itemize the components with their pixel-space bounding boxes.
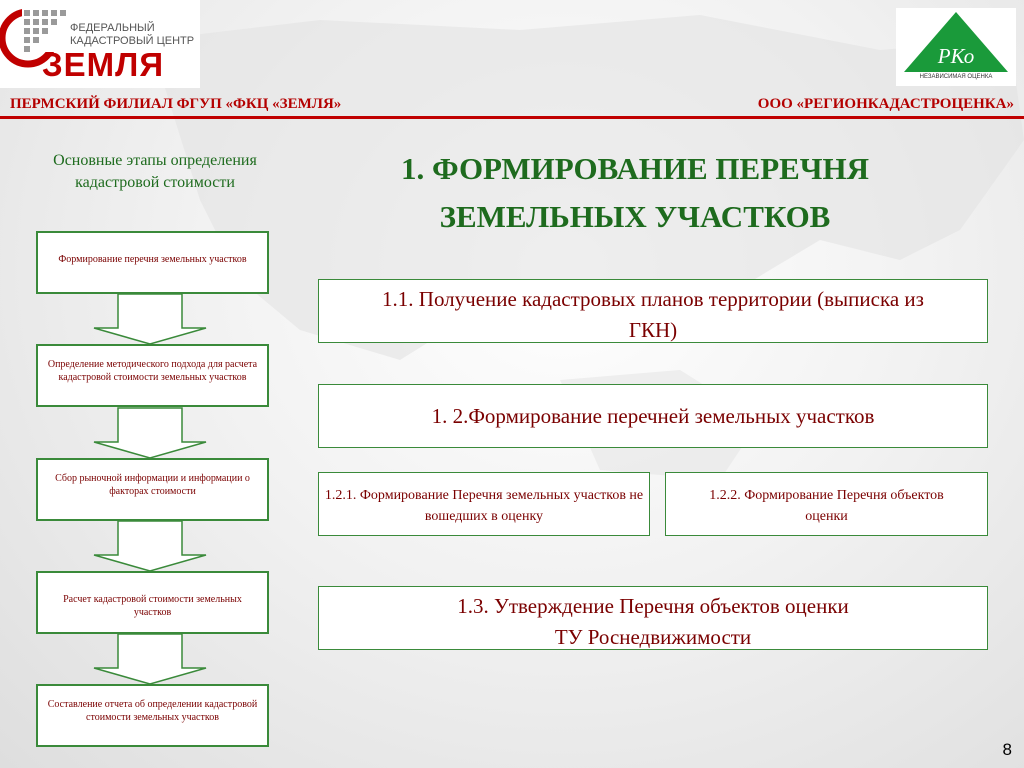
detail-box-1-2: 1. 2.Формирование перечней земельных участков <box>318 384 988 448</box>
detail-box-1-2-1: 1.2.1. Формирование Перечня земельных участков не вошедших в оценку <box>318 472 650 536</box>
page-number: 8 <box>1002 740 1012 759</box>
arrow-2 <box>94 408 206 458</box>
step-box-5: Составление отчета об определении кадастровой стоимости земельных участков <box>36 684 269 747</box>
arrow-1 <box>94 294 206 344</box>
detail-box-1-1: 1.1. Получение кадастровых планов территории (выписка из ГКН) <box>318 279 988 343</box>
arrow-3 <box>94 521 206 571</box>
detail-box-1-3 <box>318 586 988 650</box>
detail-1-3-line-1: 1.3. Утверждение Перечня объектов оценки <box>457 594 849 618</box>
left-title: Основные этапы определения кадастровой стоимости <box>53 152 257 191</box>
step-box-1: Формирование перечня земельных участков <box>36 231 269 294</box>
step-box-4: Расчет кадастровой стоимости земельных участков <box>36 571 269 634</box>
detail-1-3-line-2: ТУ Роснедвижимости <box>554 625 752 649</box>
logo-monogram: РКо <box>937 44 975 68</box>
detail-box-1-2-2: 1.2.2. Формирование Перечня объектов оценки <box>665 472 988 536</box>
logo-caption: НЕЗАВИСИМАЯ ОЦЕНКА <box>919 74 993 80</box>
main-title: 1. ФОРМИРОВАНИЕ ПЕРЕЧНЯ ЗЕМЕЛЬНЫХ УЧАСТКОВ <box>400 151 870 234</box>
logo-line-2: КАДАСТРОВЫЙ ЦЕНТР <box>70 35 195 47</box>
arrow-4 <box>94 634 206 684</box>
header-right: ООО «РЕГИОНКАДАСТРОЦЕНКА» <box>757 96 1014 112</box>
header-left: ПЕРМСКИЙ ФИЛИАЛ ФГУП «ФКЦ «ЗЕМЛЯ» <box>10 96 342 112</box>
step-box-3: Сбор рыночной информации и информации о факторах стоимости <box>36 458 269 521</box>
logo-line-1: ФЕДЕРАЛЬНЫЙ <box>70 22 155 34</box>
step-box-2: Определение методического подхода для расчета кадастровой стоимости земельных участков <box>36 344 269 407</box>
logo-brand: ЗЕМЛЯ <box>42 46 165 83</box>
